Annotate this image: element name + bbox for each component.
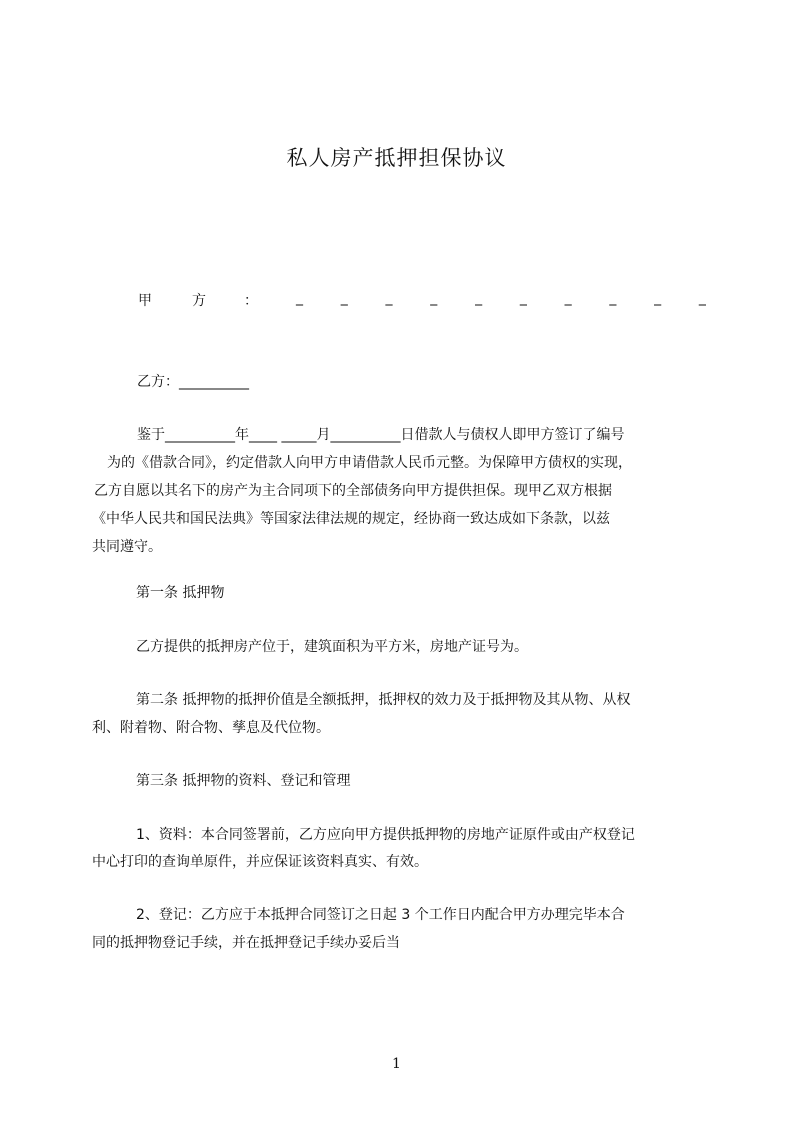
article1-body: 乙方提供的抵押房产位于，建筑面积为平方米，房地产证号为。 <box>136 639 528 655</box>
article3-heading: 第三条 抵押物的资料、登记和管理 <box>136 773 351 789</box>
party-a-blank: _ <box>564 290 572 306</box>
party-a-blank: _ <box>609 290 617 306</box>
party-a-label-char2: 方 <box>192 293 206 309</box>
clause2-line: 2、登记：乙方应于本抵押合同签订之日起 3 个工作日内配合甲方办理完毕本合 <box>136 907 625 923</box>
clause2-line: 同的抵押物登记手续，并在抵押登记手续办妥后当 <box>92 935 400 951</box>
article2-line: 利、附着物、附合物、孳息及代位物。 <box>92 720 330 736</box>
document-title: 私人房产抵押担保协议 <box>286 146 507 170</box>
preamble-line: 《中华人民共和国民法典》等国家法律法规的规定，经协商一致达成如下条款，以兹 <box>92 511 610 527</box>
party-a-blank: _ <box>654 290 662 306</box>
party-a-colon: ： <box>244 293 258 309</box>
party-b-line: 乙方：__________ <box>137 374 249 390</box>
party-a-blank: _ <box>430 290 438 306</box>
party-a-blank: _ <box>340 290 348 306</box>
party-a-blank: _ <box>519 290 527 306</box>
article2-line: 第二条 抵押物的抵押价值是全额抵押，抵押权的效力及于抵押物及其从物、从权 <box>136 692 631 708</box>
clause1-line: 1、资料：本合同签署前，乙方应向甲方提供抵押物的房地产证原件或由产权登记 <box>136 827 635 843</box>
preamble-line: 鉴于__________年____ _____月__________日借款人与债权人即甲方签订了编号 <box>137 427 625 443</box>
page-number: 1 <box>392 1056 401 1072</box>
party-a-line <box>138 290 708 316</box>
preamble-line: 共同遵守。 <box>92 539 162 555</box>
clause1-line: 中心打印的查询单原件，并应保证该资料真实、有效。 <box>92 854 428 870</box>
preamble-line: 为的《借款合同》，约定借款人向甲方申请借款人民币元整。为保障甲方债权的实现， <box>107 455 632 471</box>
party-a-blanks <box>296 290 706 306</box>
party-a-blank: _ <box>385 290 393 306</box>
party-a-blank: _ <box>698 290 706 306</box>
preamble-line: 乙方自愿以其名下的房产为主合同项下的全部债务向甲方提供担保。现甲乙双方根据 <box>94 483 612 499</box>
party-a-label-char1: 甲 <box>138 293 152 309</box>
party-a-blank: _ <box>296 290 303 306</box>
party-a-blank: _ <box>475 290 483 306</box>
article1-heading: 第一条 抵押物 <box>136 585 225 601</box>
